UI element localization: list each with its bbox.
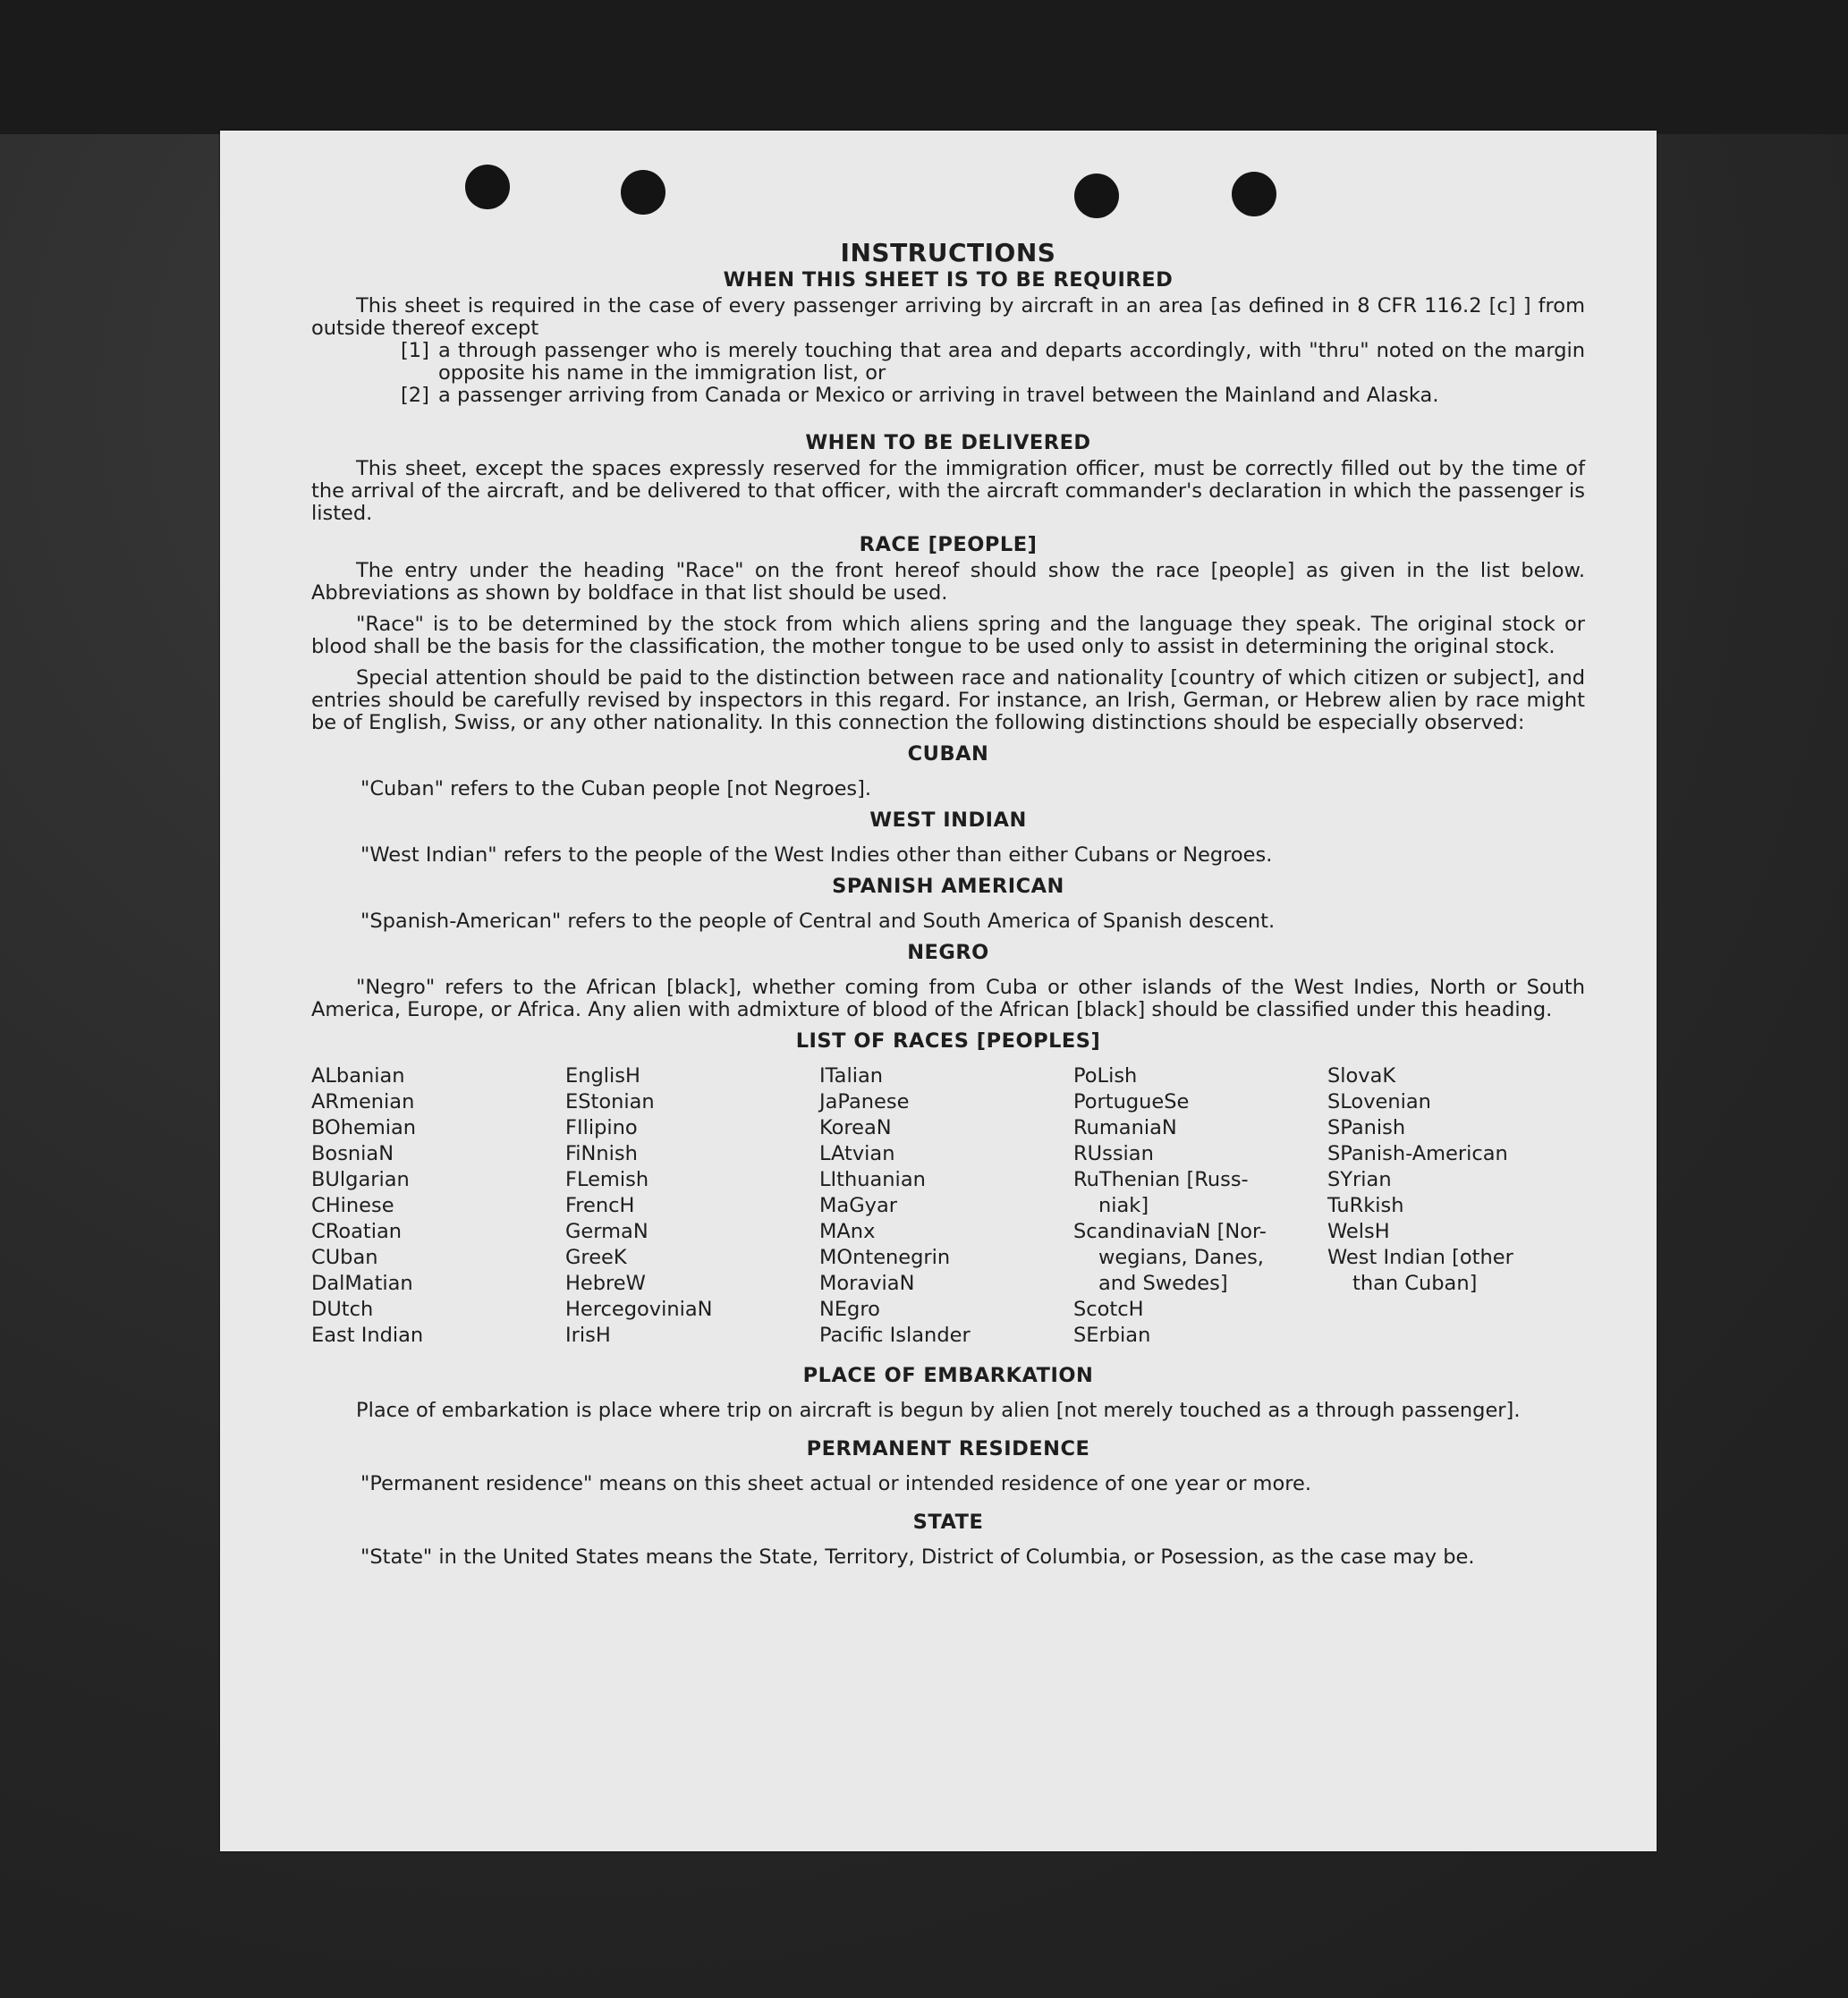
race-item: than Cuban]: [1352, 1272, 1478, 1295]
race-item: SlovaK: [1327, 1064, 1396, 1088]
punch-hole: [621, 170, 665, 215]
race-item: CRoatian: [311, 1220, 403, 1243]
page-title: INSTRUCTIONS: [840, 238, 1056, 267]
race-item: Pacific Islander: [819, 1324, 971, 1347]
document-content: [311, 238, 1585, 1569]
race-paragraph-2: "Race" is to be determined by the stock from which aliens spring and the language they speak. The original stock or blood shall be the basis for the classification, the mother tongue to be used only to assist in determining the original stock.: [311, 613, 1585, 658]
race-column: [1327, 1063, 1581, 1349]
race-item: NEgro: [819, 1298, 880, 1321]
spanish-american-text: "Spanish-American" refers to the people of Central and South America of Spanish descent.: [360, 910, 1276, 933]
heading-negro: NEGRO: [907, 941, 989, 964]
race-item: niak]: [1098, 1194, 1149, 1217]
race-item: ScotcH: [1073, 1298, 1144, 1321]
race-item: FrencH: [565, 1194, 635, 1217]
heading-required: WHEN THIS SHEET IS TO BE REQUIRED: [723, 268, 1174, 292]
race-column: [565, 1063, 819, 1349]
list-item: [1] a through passenger who is merely touching that area and departs accordingly, with "thru" noted on the margin opposite his name in the immigration list, or: [401, 339, 1585, 385]
race-item: LIthuanian: [819, 1168, 926, 1191]
race-item: JaPanese: [819, 1090, 910, 1113]
race-paragraph-3: Special attention should be paid to the distinction between race and nationality [country of which citizen or subject], and entries should be carefully revised by inspectors in this regard. For instance, an Irish, German, or Hebrew alien by race might be of English, Swiss, or any other nationality. In this connection the following distinctions should be especially observed:: [311, 666, 1585, 734]
document-page: [220, 131, 1657, 1851]
race-item: GermaN: [565, 1220, 648, 1243]
race-item: BOhemian: [311, 1116, 417, 1139]
race-item: ScandinaviaN [Nor-: [1073, 1220, 1267, 1243]
race-item: CUban: [311, 1246, 378, 1269]
race-item: RuThenian [Russ-: [1073, 1168, 1249, 1191]
race-column: [311, 1063, 565, 1349]
delivered-text: This sheet, except the spaces expressly reserved for the immigration officer, must be correctly filled out by the time of the arrival of the aircraft, and be delivered to that officer, with the aircraft commander's declaration in which the passenger is listed.: [311, 457, 1585, 525]
race-item: CHinese: [311, 1194, 394, 1217]
residence-text: "Permanent residence" means on this sheet actual or intended residence of one year or more.: [360, 1472, 1311, 1495]
heading-race: RACE [PEOPLE]: [859, 533, 1038, 556]
race-item: EnglisH: [565, 1064, 640, 1088]
heading-spanish-american: SPANISH AMERICAN: [832, 875, 1064, 898]
heading-cuban: CUBAN: [907, 742, 989, 766]
race-item: TuRkish: [1327, 1194, 1404, 1217]
race-item: PoLish: [1073, 1064, 1138, 1088]
race-item: FIlipino: [565, 1116, 638, 1139]
list-item: [2] a passenger arriving from Canada or Mexico or arriving in travel between the Mainland and Alaska.: [401, 384, 1439, 407]
race-item: SYrian: [1327, 1168, 1392, 1191]
race-item: EStonian: [565, 1090, 655, 1113]
race-item: MoraviaN: [819, 1272, 915, 1295]
heading-west-indian: WEST INDIAN: [869, 809, 1027, 832]
heading-delivered: WHEN TO BE DELIVERED: [805, 431, 1091, 454]
negro-text: "Negro" refers to the African [black], whether coming from Cuba or other islands of the West Indies, North or South America, Europe, or Africa. Any alien with admixture of blood of the African [black] should be classified under this heading.: [311, 976, 1585, 1021]
west-indian-text: "West Indian" refers to the people of the West Indies other than either Cubans or Negroes.: [360, 843, 1273, 867]
race-item: RUssian: [1073, 1142, 1154, 1165]
heading-state: STATE: [912, 1511, 984, 1534]
heading-embarkation: PLACE OF EMBARKATION: [802, 1364, 1094, 1387]
race-column: [819, 1063, 1073, 1349]
scan-background: [0, 0, 1848, 134]
race-item: SPanish-American: [1327, 1142, 1508, 1165]
race-item: HebreW: [565, 1272, 646, 1295]
race-item: wegians, Danes,: [1098, 1246, 1264, 1269]
race-item: IrisH: [565, 1324, 611, 1347]
race-item: ALbanian: [311, 1064, 405, 1088]
heading-list-of-races: LIST OF RACES [PEOPLES]: [795, 1029, 1101, 1053]
race-paragraph-1: The entry under the heading "Race" on the front hereof should show the race [people] as given in the list below. Abbreviations as shown by boldface in that list should be used.: [311, 559, 1585, 605]
race-item: East Indian: [311, 1324, 424, 1347]
race-item: West Indian [other: [1327, 1246, 1513, 1269]
race-item: FLemish: [565, 1168, 649, 1191]
race-item: SLovenian: [1327, 1090, 1431, 1113]
race-item: HercegoviniaN: [565, 1298, 713, 1321]
race-item: DalMatian: [311, 1272, 413, 1295]
heading-residence: PERMANENT RESIDENCE: [806, 1437, 1090, 1460]
race-column: [1073, 1063, 1327, 1349]
state-text: "State" in the United States means the State, Territory, District of Columbia, or Posession, as the case may be.: [360, 1545, 1475, 1569]
race-item: MaGyar: [819, 1194, 897, 1217]
race-item: LAtvian: [819, 1142, 895, 1165]
race-item: MAnx: [819, 1220, 876, 1243]
race-item: GreeK: [565, 1246, 627, 1269]
race-item: MOntenegrin: [819, 1246, 951, 1269]
race-item: PortugueSe: [1073, 1090, 1190, 1113]
race-item: DUtch: [311, 1298, 374, 1321]
race-item: SErbian: [1073, 1324, 1151, 1347]
race-item: BUlgarian: [311, 1168, 410, 1191]
race-item: ARmenian: [311, 1090, 415, 1113]
race-item: SPanish: [1327, 1116, 1406, 1139]
cuban-text: "Cuban" refers to the Cuban people [not Negroes].: [360, 777, 872, 800]
race-item: and Swedes]: [1098, 1272, 1228, 1295]
punch-hole: [1232, 172, 1276, 216]
race-item: WelsH: [1327, 1220, 1390, 1243]
race-item: BosniaN: [311, 1142, 394, 1165]
race-item: ITalian: [819, 1064, 883, 1088]
race-item: FiNnish: [565, 1142, 638, 1165]
embarkation-text: Place of embarkation is place where trip on aircraft is begun by alien [not merely touched as a through passenger].: [356, 1399, 1521, 1422]
required-intro: This sheet is required in the case of every passenger arriving by aircraft in an area [as defined in 8 CFR 116.2 [c] ] from outside thereof except: [311, 294, 1585, 340]
race-item: RumaniaN: [1073, 1116, 1177, 1139]
punch-hole: [1074, 174, 1119, 218]
race-item: KoreaN: [819, 1116, 892, 1139]
punch-hole: [465, 165, 510, 209]
race-list: [311, 1063, 1585, 1349]
